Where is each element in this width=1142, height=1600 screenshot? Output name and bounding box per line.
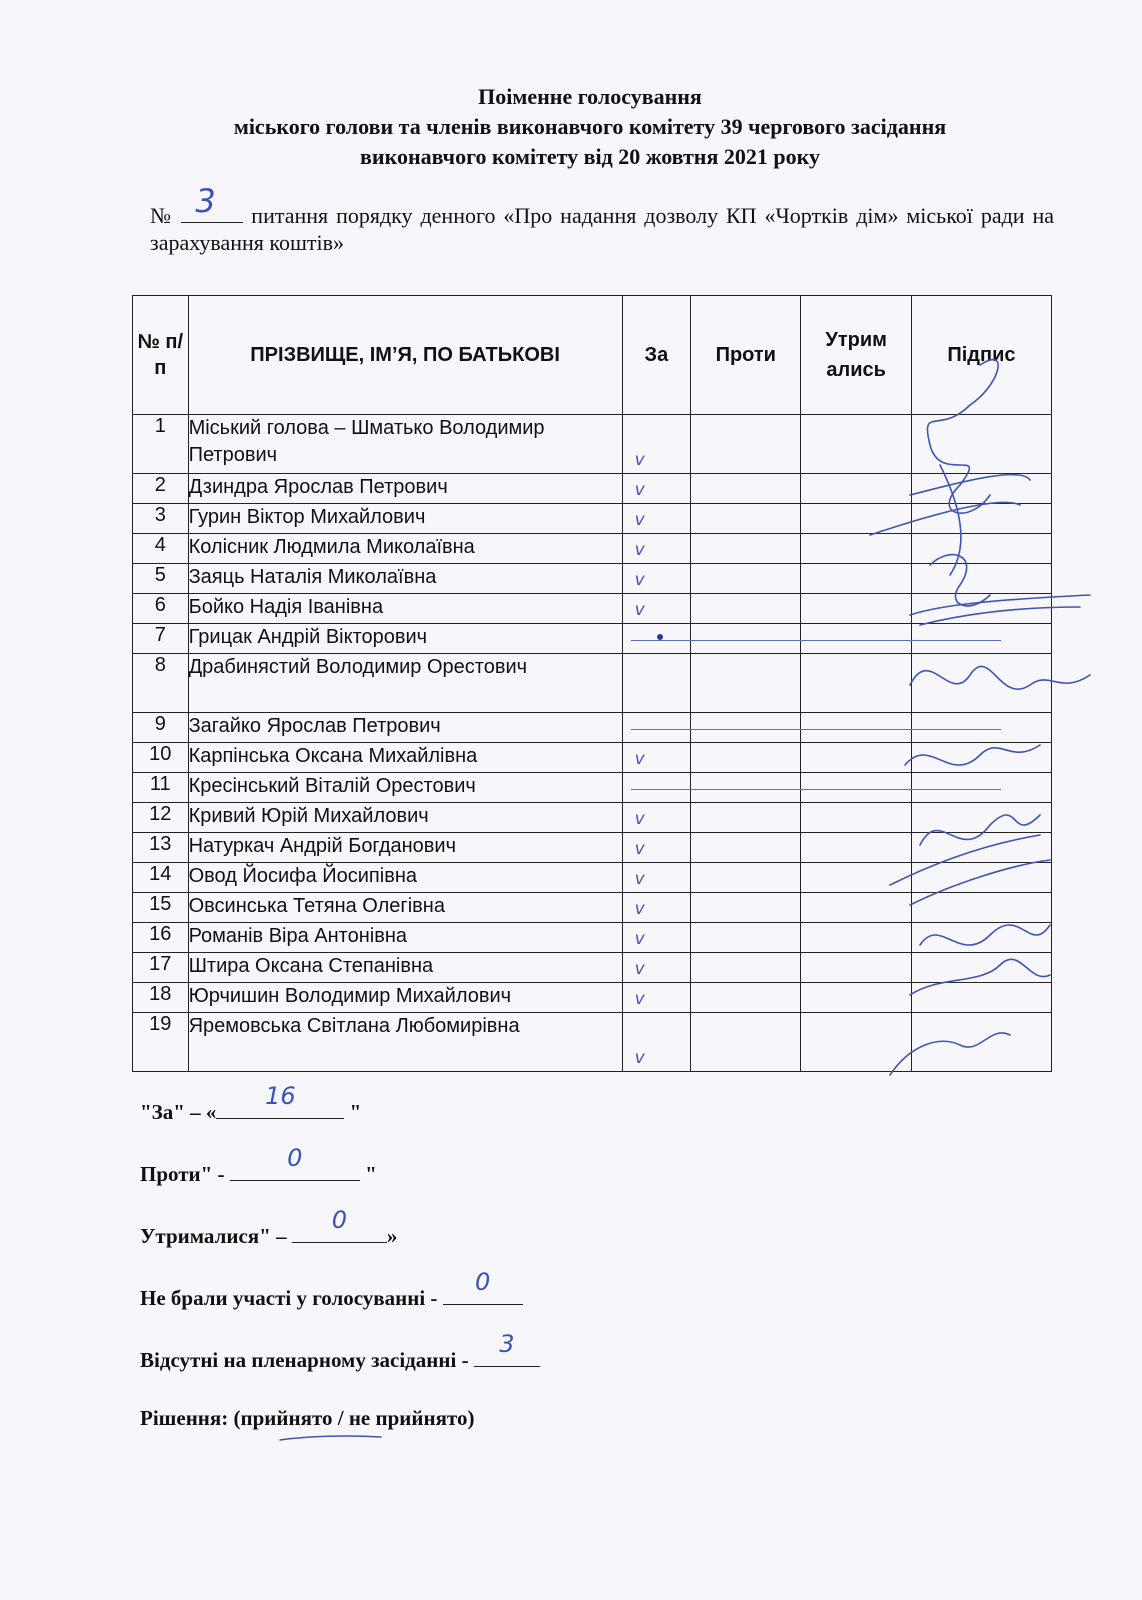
row-signature-cell — [911, 654, 1051, 713]
row-za-cell — [622, 594, 690, 624]
row-name: Овод Йосифа Йосипівна — [188, 863, 622, 893]
row-utrymalys-cell — [801, 893, 911, 923]
row-utrymalys-cell — [801, 504, 911, 534]
summary-rishennia: Рішення: (прийнято / не прийнято) — [140, 1406, 475, 1430]
document-title — [130, 82, 1050, 172]
row-utrymalys-cell — [801, 594, 911, 624]
row-number: 3 — [133, 504, 189, 534]
row-signature-cell — [911, 713, 1051, 743]
row-signature-cell — [911, 624, 1051, 654]
row-number: 19 — [133, 1013, 189, 1072]
table-row — [133, 564, 1052, 594]
row-number: 9 — [133, 713, 189, 743]
table-row — [133, 893, 1052, 923]
table-row — [133, 803, 1052, 833]
summary-utr-label: Утрималися" – — [140, 1224, 292, 1248]
row-za-cell — [622, 624, 690, 654]
row-proty-cell — [691, 564, 801, 594]
row-name: Загайко Ярослав Петрович — [188, 713, 622, 743]
summary-vidsutni-blank — [474, 1330, 540, 1367]
row-name: Дзиндра Ярослав Петрович — [188, 474, 622, 504]
row-signature-cell — [911, 953, 1051, 983]
row-name: Колісник Людмила Миколаївна — [188, 534, 622, 564]
row-number: 13 — [133, 833, 189, 863]
agenda-number-blank — [181, 182, 243, 223]
row-number: 12 — [133, 803, 189, 833]
row-proty-cell — [691, 923, 801, 953]
row-za-cell — [622, 474, 690, 504]
summary-nebraly-label: Не брали участі у голосуванні - — [140, 1286, 443, 1310]
vote-tick-mark: v — [634, 839, 645, 859]
title-line-2: міського голови та членів виконавчого комітету 39 чергового засідання — [233, 114, 947, 139]
header-utrymalys: Утрим ались — [801, 296, 911, 415]
row-number: 8 — [133, 654, 189, 713]
row-number: 2 — [133, 474, 189, 504]
absent-dash-line — [631, 640, 1001, 641]
summary-proty — [140, 1144, 377, 1187]
table-row — [133, 474, 1052, 504]
row-signature-cell — [911, 504, 1051, 534]
summary-nebraly — [140, 1268, 523, 1311]
summary-utrymalys — [140, 1206, 398, 1249]
row-number: 5 — [133, 564, 189, 594]
row-name: Грицак Андрій Вікторович — [188, 624, 622, 654]
vote-tick-mark: v — [634, 600, 645, 620]
row-number: 1 — [133, 415, 189, 474]
summary-utr-end: » — [386, 1224, 398, 1248]
row-utrymalys-cell — [801, 415, 911, 474]
row-za-cell — [622, 504, 690, 534]
row-proty-cell — [691, 893, 801, 923]
vote-tick-mark: v — [634, 540, 645, 560]
summary-utr-value: 0 — [331, 1206, 347, 1234]
table-row — [133, 923, 1052, 953]
row-za-cell — [622, 773, 690, 803]
agenda-number-handwritten: 3 — [195, 182, 216, 220]
agenda-item — [150, 182, 1055, 256]
row-number: 15 — [133, 893, 189, 923]
row-signature-cell — [911, 743, 1051, 773]
summary-proty-end: " — [359, 1162, 377, 1186]
row-proty-cell — [691, 654, 801, 713]
row-name: Юрчишин Володимир Михайлович — [188, 983, 622, 1013]
summary-vidsutni-label: Відсутні на пленарному засіданні - — [140, 1348, 474, 1372]
row-name: Кривий Юрій Михайлович — [188, 803, 622, 833]
row-name: Романів Віра Антонівна — [188, 923, 622, 953]
agenda-text: питання порядку денного «Про надання дозволу КП «Чортків дім» міської ради на зарахування коштів» — [150, 203, 1055, 255]
header-proty: Проти — [691, 296, 801, 415]
row-utrymalys-cell — [801, 983, 911, 1013]
row-za-cell — [622, 564, 690, 594]
row-number: 11 — [133, 773, 189, 803]
row-za-cell — [622, 923, 690, 953]
row-utrymalys-cell — [801, 923, 911, 953]
row-signature-cell — [911, 594, 1051, 624]
row-proty-cell — [691, 594, 801, 624]
row-name: Натуркач Андрій Богданович — [188, 833, 622, 863]
row-utrymalys-cell — [801, 743, 911, 773]
table-row — [133, 983, 1052, 1013]
row-name: Овсинська Тетяна Олегівна — [188, 893, 622, 923]
summary-vidsutni-value: 3 — [499, 1330, 515, 1358]
row-number: 10 — [133, 743, 189, 773]
summary-za — [140, 1082, 362, 1125]
row-proty-cell — [691, 983, 801, 1013]
summary-proty-blank — [230, 1144, 360, 1181]
row-utrymalys-cell — [801, 863, 911, 893]
row-number: 14 — [133, 863, 189, 893]
vote-tick-mark: v — [634, 1048, 645, 1068]
row-za-cell — [622, 654, 690, 713]
row-utrymalys-cell — [801, 953, 911, 983]
row-proty-cell — [691, 504, 801, 534]
row-za-cell — [622, 983, 690, 1013]
row-signature-cell — [911, 803, 1051, 833]
table-row — [133, 624, 1052, 654]
header-name: ПРІЗВИЩЕ, ІМ’Я, ПО БАТЬКОВІ — [188, 296, 622, 415]
table-header-row — [133, 296, 1052, 415]
row-utrymalys-cell — [801, 773, 911, 803]
row-proty-cell — [691, 863, 801, 893]
absent-dash-line — [631, 729, 1001, 730]
row-signature-cell — [911, 863, 1051, 893]
table-row — [133, 415, 1052, 474]
row-utrymalys-cell — [801, 534, 911, 564]
summary-za-end: " — [344, 1100, 362, 1124]
row-name: Заяць Наталія Миколаївна — [188, 564, 622, 594]
row-utrymalys-cell — [801, 833, 911, 863]
row-name: Драбинястий Володимир Орестович — [188, 654, 622, 713]
summary-za-value: 16 — [265, 1082, 296, 1110]
row-za-cell — [622, 803, 690, 833]
vote-tick-mark: v — [634, 989, 645, 1009]
row-name: Міський голова – Шматько Володимир Петрович — [188, 415, 622, 474]
row-name: Бойко Надія Іванівна — [188, 594, 622, 624]
row-proty-cell — [691, 743, 801, 773]
summary-nebraly-value: 0 — [475, 1268, 491, 1296]
row-signature-cell — [911, 923, 1051, 953]
row-signature-cell — [911, 1013, 1051, 1072]
row-number: 18 — [133, 983, 189, 1013]
row-signature-cell — [911, 564, 1051, 594]
table-row — [133, 594, 1052, 624]
row-signature-cell — [911, 893, 1051, 923]
title-line-3: виконавчого комітету від 20 жовтня 2021 року — [360, 144, 820, 169]
vote-tick-mark: v — [634, 450, 645, 470]
header-pidpys: Підпис — [911, 296, 1051, 415]
row-proty-cell — [691, 534, 801, 564]
table-row — [133, 534, 1052, 564]
absent-dash-line — [631, 789, 1001, 790]
title-line-1: Поіменне голосування — [478, 84, 702, 109]
vote-tick-mark: v — [634, 899, 645, 919]
row-proty-cell — [691, 713, 801, 743]
table-row — [133, 1013, 1052, 1072]
decision-underline-handwritten — [278, 1433, 383, 1443]
row-za-cell — [622, 415, 690, 474]
row-za-cell — [622, 1013, 690, 1072]
row-utrymalys-cell — [801, 1013, 911, 1072]
row-number: 16 — [133, 923, 189, 953]
row-proty-cell — [691, 803, 801, 833]
row-number: 17 — [133, 953, 189, 983]
header-number: № п/п — [133, 296, 189, 415]
table-row — [133, 953, 1052, 983]
row-name: Кресінський Віталій Орестович — [188, 773, 622, 803]
summary-za-blank — [216, 1082, 344, 1119]
row-za-cell — [622, 863, 690, 893]
row-za-cell — [622, 953, 690, 983]
row-utrymalys-cell — [801, 803, 911, 833]
row-proty-cell — [691, 1013, 801, 1072]
table-row — [133, 833, 1052, 863]
vote-tick-mark: v — [634, 570, 645, 590]
vote-tick-mark: v — [634, 480, 645, 500]
table-row — [133, 773, 1052, 803]
row-utrymalys-cell — [801, 713, 911, 743]
row-signature-cell — [911, 833, 1051, 863]
row-utrymalys-cell — [801, 624, 911, 654]
row-za-cell — [622, 893, 690, 923]
vote-table — [132, 295, 1052, 1072]
row-proty-cell — [691, 773, 801, 803]
row-za-cell — [622, 743, 690, 773]
header-za: За — [622, 296, 690, 415]
row-name: Карпінська Оксана Михайлівна — [188, 743, 622, 773]
row-number: 6 — [133, 594, 189, 624]
row-name: Штира Оксана Степанівна — [188, 953, 622, 983]
row-signature-cell — [911, 474, 1051, 504]
row-za-cell — [622, 713, 690, 743]
row-proty-cell — [691, 415, 801, 474]
table-row — [133, 863, 1052, 893]
summary-vidsutni — [140, 1330, 540, 1373]
vote-tick-mark: v — [634, 510, 645, 530]
row-proty-cell — [691, 474, 801, 504]
table-row — [133, 504, 1052, 534]
row-signature-cell — [911, 983, 1051, 1013]
row-signature-cell — [911, 773, 1051, 803]
row-proty-cell — [691, 624, 801, 654]
row-number: 4 — [133, 534, 189, 564]
row-number: 7 — [133, 624, 189, 654]
row-signature-cell — [911, 415, 1051, 474]
row-signature-cell — [911, 534, 1051, 564]
vote-tick-mark: v — [634, 929, 645, 949]
row-name: Гурин Віктор Михайлович — [188, 504, 622, 534]
vote-tick-mark: v — [634, 959, 645, 979]
number-sign: № — [150, 203, 174, 228]
row-name: Яремовська Світлана Любомирівна — [188, 1013, 622, 1072]
ink-dot — [657, 634, 663, 640]
row-utrymalys-cell — [801, 474, 911, 504]
vote-table-body — [133, 415, 1052, 1072]
summary-za-label: "За" – « — [140, 1100, 217, 1124]
vote-tick-mark: v — [634, 749, 645, 769]
summary-utr-blank — [292, 1206, 387, 1243]
row-utrymalys-cell — [801, 564, 911, 594]
vote-tick-mark: v — [634, 869, 645, 889]
table-row — [133, 713, 1052, 743]
row-proty-cell — [691, 833, 801, 863]
row-proty-cell — [691, 953, 801, 983]
table-row — [133, 743, 1052, 773]
summary-nebraly-blank — [443, 1268, 523, 1305]
summary-proty-value: 0 — [287, 1144, 303, 1172]
row-utrymalys-cell — [801, 654, 911, 713]
table-row — [133, 654, 1052, 713]
row-za-cell — [622, 833, 690, 863]
row-za-cell — [622, 534, 690, 564]
summary-proty-label: Проти" - — [140, 1162, 230, 1186]
vote-tick-mark: v — [634, 809, 645, 829]
